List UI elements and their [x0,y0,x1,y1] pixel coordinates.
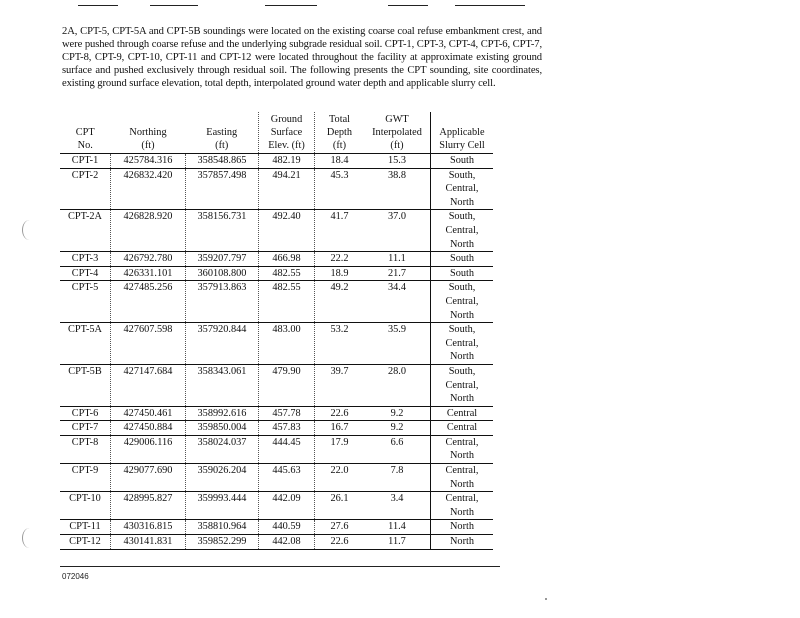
cell-slurry-cell [431,281,494,323]
rule-fragment [265,5,317,6]
table-row [60,492,493,520]
cell-cpt: CPT-8 [60,435,111,463]
cell-depth: 18.4 [315,154,365,169]
cell-elev: 492.40 [259,210,315,252]
cell-slurry-cell [431,266,494,281]
table-row [60,421,493,436]
cell-cpt: CPT-3 [60,252,111,267]
punch-hole-mark [22,528,37,548]
cell-elev: 466.98 [259,252,315,267]
cell-easting: 357913.863 [186,281,259,323]
cell-depth: 16.7 [315,421,365,436]
cell-cpt: CPT-4 [60,266,111,281]
scan-speck [545,598,547,600]
cell-slurry-cell [431,252,494,267]
cell-northing: 426792.780 [111,252,186,267]
cell-depth: 27.6 [315,520,365,535]
table-row [60,168,493,210]
cell-depth: 26.1 [315,492,365,520]
cell-gwt: 7.8 [364,464,431,492]
column-header [111,112,186,154]
cell-slurry-cell [431,364,494,406]
slurry-cell-line: North [449,393,475,405]
table-row [60,323,493,365]
header-line: (ft) [215,140,229,151]
cell-gwt: 21.7 [364,266,431,281]
body-paragraph: 2A, CPT-5, CPT-5A and CPT-5B soundings were located on the existing coarse coal refuse embankment crest, and were pushed through coarse refuse and the underlying subgrade residual soil. CPT-1, CPT-3, CPT-4, CPT-6, CPT-7, CPT-8, CPT-9, CPT-10, CPT-11 and CPT-12 were located throughout the facility at approximate existing ground surface and pushed exclusively through residual soil. The following presents the CPT sounding, site coordinates, existing ground surface elevation, total depth, interpolated ground water depth and applicable slurry cell. [62,25,542,90]
cell-gwt: 34.4 [364,281,431,323]
header-line: Applicable [439,127,485,138]
table-row [60,266,493,281]
cell-elev: 442.08 [259,535,315,550]
cell-depth: 22.0 [315,464,365,492]
cell-slurry-cell [431,421,494,436]
column-header [364,112,431,154]
cell-slurry-cell [431,492,494,520]
slurry-cell-line: Central, [445,183,479,195]
slurry-cell-line: North [449,450,475,462]
cell-gwt: 9.2 [364,421,431,436]
slurry-cell-line: Central, [445,465,479,477]
slurry-cell-line: Central, [445,436,479,448]
cell-easting: 358992.616 [186,406,259,421]
cell-elev: 479.90 [259,364,315,406]
punch-hole-mark [22,220,37,240]
cell-slurry-cell [431,323,494,365]
cell-slurry-cell [431,464,494,492]
cell-northing: 427607.598 [111,323,186,365]
cell-cpt: CPT-11 [60,520,111,535]
column-header [60,112,111,154]
cell-gwt: 11.7 [364,535,431,550]
table-row [60,464,493,492]
slurry-cell-line: Central [446,407,478,419]
cell-northing: 427147.684 [111,364,186,406]
cpt-sounding-table [60,112,493,550]
cell-easting: 357920.844 [186,323,259,365]
cell-elev: 440.59 [259,520,315,535]
cell-depth: 22.6 [315,406,365,421]
cell-easting: 358343.061 [186,364,259,406]
cell-northing: 425784.316 [111,154,186,169]
rule-fragment [150,5,198,6]
cell-gwt: 6.6 [364,435,431,463]
table-row [60,520,493,535]
cell-easting: 359993.444 [186,492,259,520]
slurry-cell-line: North [449,309,475,321]
header-line: CPT [75,127,95,138]
cell-northing: 427450.884 [111,421,186,436]
table-row [60,364,493,406]
cell-elev: 482.55 [259,281,315,323]
cell-depth: 39.7 [315,364,365,406]
slurry-cell-line: South, [448,365,476,377]
cell-slurry-cell [431,406,494,421]
table-row [60,406,493,421]
cell-northing: 426832.420 [111,168,186,210]
slurry-cell-line: North [449,536,475,548]
cell-easting: 358548.865 [186,154,259,169]
slurry-cell-line: South, [448,324,476,336]
footer-rule [60,566,500,567]
cell-elev: 457.83 [259,421,315,436]
cell-cpt: CPT-5B [60,364,111,406]
cell-easting: 359026.204 [186,464,259,492]
table-row [60,154,493,169]
top-edge-fragment [0,0,800,12]
slurry-cell-line: Central, [445,337,479,349]
cell-gwt: 9.2 [364,406,431,421]
header-line: Northing [129,127,167,138]
document-id: 072046 [62,572,89,581]
cell-cpt: CPT-12 [60,535,111,550]
cell-easting: 358156.731 [186,210,259,252]
cell-elev: 494.21 [259,168,315,210]
cell-northing: 429006.116 [111,435,186,463]
cell-depth: 45.3 [315,168,365,210]
slurry-cell-line: Central, [445,493,479,505]
cell-gwt: 35.9 [364,323,431,365]
cell-gwt: 38.8 [364,168,431,210]
cell-northing: 428995.827 [111,492,186,520]
cell-elev: 483.00 [259,323,315,365]
cell-depth: 53.2 [315,323,365,365]
cell-easting: 357857.498 [186,168,259,210]
slurry-cell-line: Central, [445,379,479,391]
table-row [60,281,493,323]
cell-cpt: CPT-2 [60,168,111,210]
cell-easting: 360108.800 [186,266,259,281]
cell-depth: 18.9 [315,266,365,281]
header-line: Easting [206,127,238,138]
header-line: (ft) [332,140,347,151]
slurry-cell-line: Central [446,422,478,434]
cell-northing: 427450.461 [111,406,186,421]
column-header [259,112,315,154]
table-header [60,112,493,154]
slurry-cell-line: South, [448,169,476,181]
cell-slurry-cell [431,535,494,550]
cell-northing: 427485.256 [111,281,186,323]
cell-depth: 22.2 [315,252,365,267]
cell-northing: 426331.101 [111,266,186,281]
slurry-cell-line: South [449,267,475,279]
header-line: GWT [385,114,409,125]
header-line: Ground [270,114,303,125]
cell-northing: 426828.920 [111,210,186,252]
column-header [186,112,259,154]
rule-fragment [78,5,118,6]
cell-slurry-cell [431,435,494,463]
slurry-cell-line: North [449,351,475,363]
cell-northing: 429077.690 [111,464,186,492]
cell-gwt: 28.0 [364,364,431,406]
table-row [60,535,493,550]
rule-fragment [388,5,428,6]
slurry-cell-line: North [449,196,475,208]
cell-gwt: 15.3 [364,154,431,169]
cell-elev: 482.19 [259,154,315,169]
cell-northing: 430316.815 [111,520,186,535]
header-line: No. [77,140,93,151]
cell-cpt: CPT-2A [60,210,111,252]
cell-cpt: CPT-7 [60,421,111,436]
rule-fragment [455,5,525,6]
header-line: Elev. (ft) [268,140,305,151]
cell-slurry-cell [431,520,494,535]
slurry-cell-line: Central, [445,295,479,307]
cell-depth: 49.2 [315,281,365,323]
cell-slurry-cell [431,210,494,252]
slurry-cell-line: Central, [445,224,479,236]
cell-easting: 358024.037 [186,435,259,463]
slurry-cell-line: South [449,155,475,166]
header-row [60,112,493,154]
slurry-cell-line: North [449,506,475,518]
table-row [60,210,493,252]
cell-cpt: CPT-9 [60,464,111,492]
header-line: Depth [326,127,353,138]
header-line: (ft) [390,140,404,151]
cell-slurry-cell [431,154,494,169]
cell-easting: 359852.299 [186,535,259,550]
cell-elev: 444.45 [259,435,315,463]
cell-easting: 359207.797 [186,252,259,267]
slurry-cell-line: North [449,238,475,250]
column-header [315,112,365,154]
column-header [431,112,494,154]
header-line: Total [328,114,350,125]
header-line: Interpolated [372,127,422,138]
cell-gwt: 11.4 [364,520,431,535]
cell-cpt: CPT-1 [60,154,111,169]
cell-depth: 22.6 [315,535,365,550]
slurry-cell-line: South [449,253,475,265]
table-row [60,252,493,267]
header-line: (ft) [141,140,155,151]
cell-northing: 430141.831 [111,535,186,550]
cell-gwt: 37.0 [364,210,431,252]
slurry-cell-line: South, [448,282,476,294]
cell-cpt: CPT-5A [60,323,111,365]
cell-elev: 457.78 [259,406,315,421]
slurry-cell-line: North [449,478,475,490]
cell-elev: 442.09 [259,492,315,520]
cell-cpt: CPT-5 [60,281,111,323]
cell-slurry-cell [431,168,494,210]
header-line: Surface [270,127,303,138]
cell-easting: 359850.004 [186,421,259,436]
cell-elev: 445.63 [259,464,315,492]
cell-depth: 41.7 [315,210,365,252]
slurry-cell-line: North [449,521,475,533]
slurry-cell-line: South, [448,211,476,223]
cell-cpt: CPT-6 [60,406,111,421]
cell-easting: 358810.964 [186,520,259,535]
cell-gwt: 3.4 [364,492,431,520]
cell-depth: 17.9 [315,435,365,463]
header-line: Slurry Cell [439,140,485,151]
cell-elev: 482.55 [259,266,315,281]
cell-gwt: 11.1 [364,252,431,267]
table-body [60,154,493,550]
cell-cpt: CPT-10 [60,492,111,520]
table-row [60,435,493,463]
